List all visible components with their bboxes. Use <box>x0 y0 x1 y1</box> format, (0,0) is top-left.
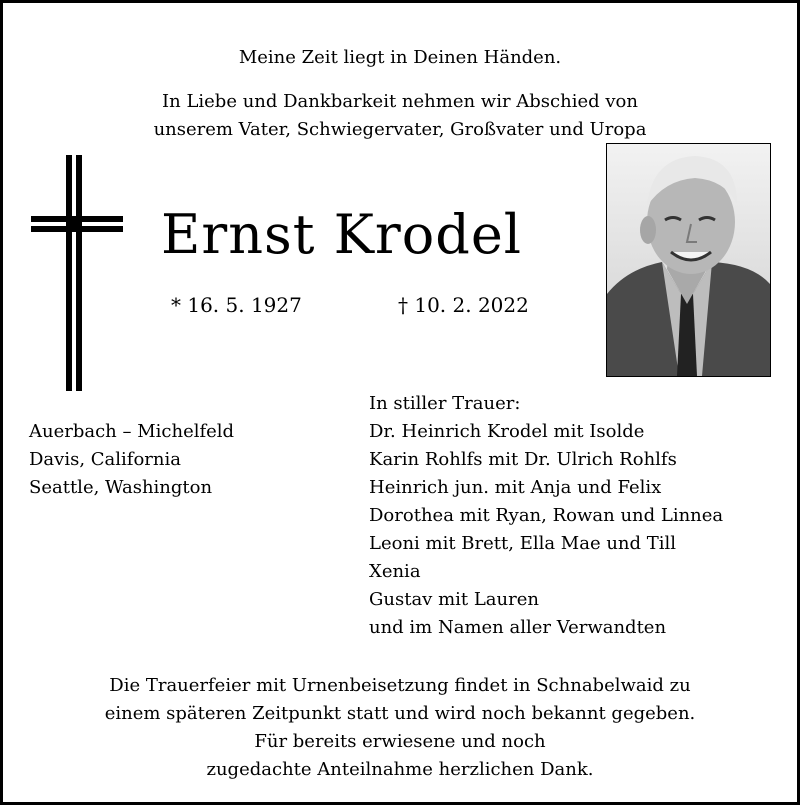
deceased-name: Ernst Krodel <box>161 203 523 266</box>
intro-line-1: In Liebe und Dankbarkeit nehmen wir Abschied von <box>162 91 638 112</box>
closing-line-3: Für bereits erwiesene und noch <box>254 731 546 752</box>
birth-date: * 16. 5. 1927 <box>171 293 302 317</box>
mourner-5: Leoni mit Brett, Ella Mae und Till <box>369 533 677 554</box>
mourner-3: Heinrich jun. mit Anja und Felix <box>369 477 662 498</box>
mourners-heading: In stiller Trauer: <box>369 393 521 414</box>
closing-line-1: Die Trauerfeier mit Urnenbeisetzung findet in Schnabelwaid zu <box>109 675 691 696</box>
motto: Meine Zeit liegt in Deinen Händen. <box>238 47 562 68</box>
place-2: Davis, California <box>29 449 181 470</box>
intro-line-2: unserem Vater, Schwiegervater, Großvater und Uropa <box>153 119 647 140</box>
mourner-6: Xenia <box>369 561 421 582</box>
place-3: Seattle, Washington <box>29 477 213 498</box>
mourner-1: Dr. Heinrich Krodel mit Isolde <box>369 421 645 442</box>
closing-line-2: einem späteren Zeitpunkt statt und wird noch bekannt gegeben. <box>104 703 696 724</box>
mourner-4: Dorothea mit Ryan, Rowan und Linnea <box>369 505 724 526</box>
place-1: Auerbach – Michelfeld <box>29 421 235 442</box>
mourner-8: und im Namen aller Verwandten <box>369 617 667 638</box>
mourner-7: Gustav mit Lauren <box>369 589 539 610</box>
death-date: † 10. 2. 2022 <box>398 293 529 317</box>
mourner-2: Karin Rohlfs mit Dr. Ulrich Rohlfs <box>369 449 677 470</box>
closing-line-4: zugedachte Anteilnahme herzlichen Dank. <box>206 759 594 780</box>
portrait-photo <box>606 143 771 377</box>
